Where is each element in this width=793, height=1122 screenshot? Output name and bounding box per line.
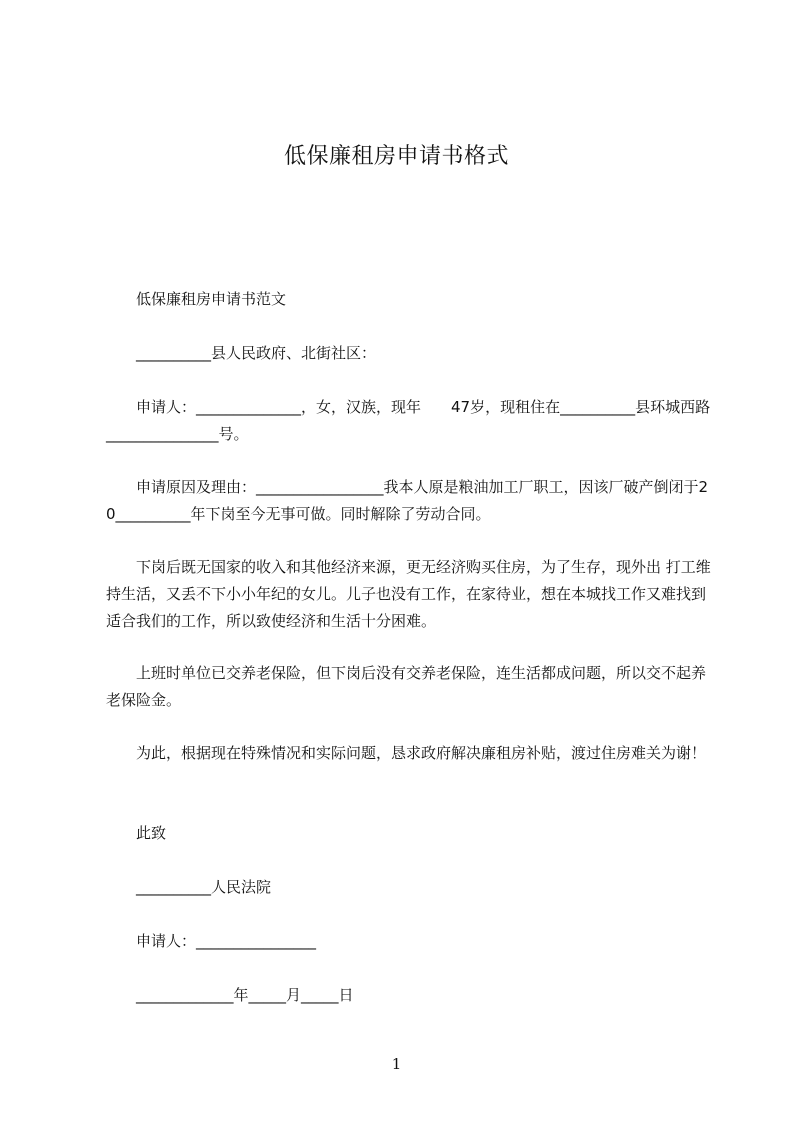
signature-paragraph: 申请人：________________	[136, 932, 317, 950]
applicant-info-paragraph: 申请人：______________，女，汉族，现年 47岁，现租住在__________县环城西路_______________号。	[106, 398, 711, 443]
recipient-paragraph: __________人民法院	[136, 878, 272, 896]
page-number: 1	[391, 1055, 402, 1073]
insurance-paragraph: 上班时单位已交养老保险，但下岗后没有交养老保险，连生活都成问题，所以交不起养老保险金。	[106, 664, 707, 709]
situation-paragraph: 下岗后既无国家的收入和其他经济来源，更无经济购买住房，为了生存，现外出 打工维持生活，又丢不下小小年纪的女儿。儿子也没有工作，在家待业，想在本城找工作又难找到适合我们的工作，所以致使经济和生活十分困难。	[106, 558, 711, 630]
reason-paragraph: 申请原因及理由：_________________我本人原是粮油加工厂职工，因该厂破产倒闭于20__________年下岗至今无事可做。同时解除了劳动合同。	[106, 478, 709, 523]
subtitle-paragraph: 低保廉租房申请书范文	[136, 290, 287, 308]
closing-paragraph: 此致	[136, 824, 167, 842]
request-paragraph: 为此，根据现在特殊情况和实际问题，恳求政府解决廉租房补贴，渡过住房难关为谢！	[136, 744, 707, 762]
addressee-paragraph: __________县人民政府、北街社区：	[136, 344, 377, 362]
document-title: 低保廉租房申请书格式	[283, 144, 509, 169]
date-paragraph: _____________年_____月_____日	[136, 986, 354, 1004]
